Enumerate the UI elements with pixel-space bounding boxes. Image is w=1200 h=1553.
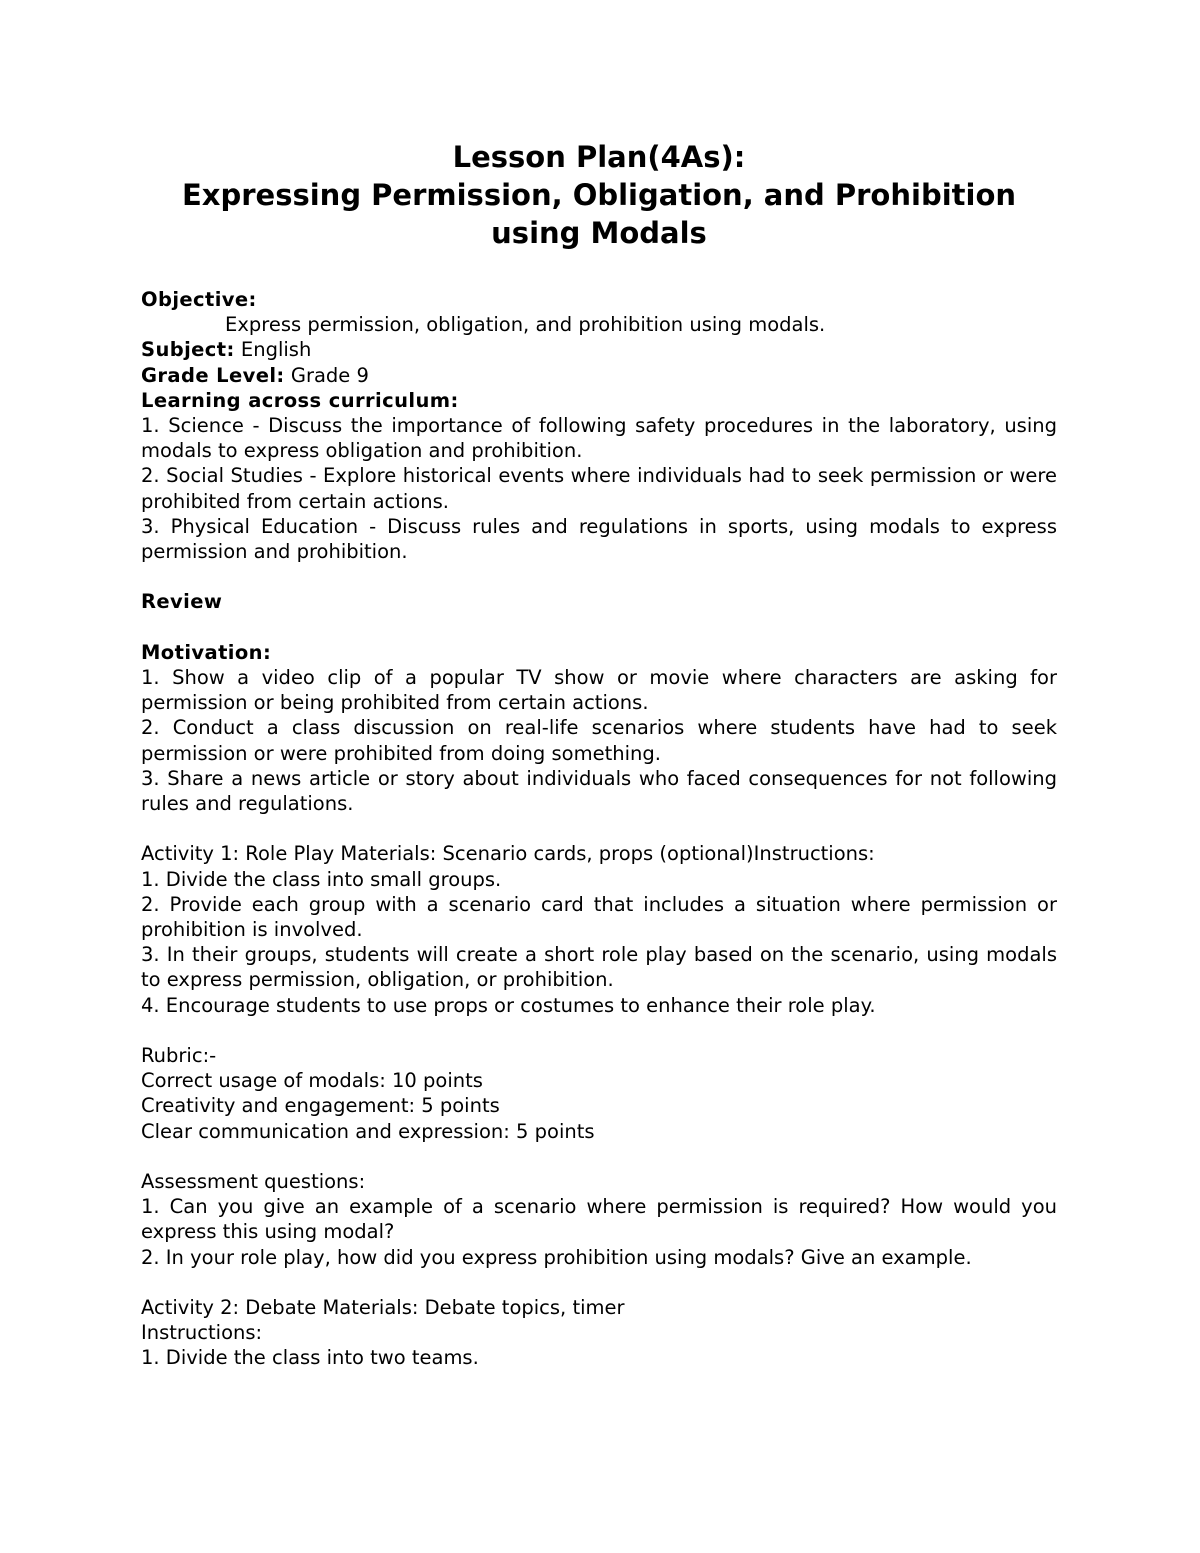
document-body — [141, 287, 1057, 1371]
title-line-2: Expressing Permission, Obligation, and Prohibition — [181, 178, 1017, 212]
subject-label: Subject: — [141, 338, 235, 362]
subject-value: English — [240, 338, 312, 362]
spacer — [141, 564, 1057, 589]
objective-text: Express permission, obligation, and prohibition using modals. — [225, 313, 826, 337]
motivation-item: 2. Conduct a class discussion on real-life scenarios where students have had to seek permission or were prohibited from doing something. — [141, 716, 1057, 765]
review-heading: Review — [141, 590, 223, 614]
rubric-label: Rubric:- — [141, 1044, 217, 1068]
motivation-item: 1. Show a video clip of a popular TV show or movie where characters are asking for permission or being prohibited from certain actions. — [141, 666, 1057, 715]
spacer — [141, 816, 1057, 841]
assessment-item: 2. In your role play, how did you express prohibition using modals? Give an example. — [141, 1245, 972, 1269]
spacer — [141, 1270, 1057, 1295]
assessment-label: Assessment questions: — [141, 1170, 366, 1194]
subject-line — [141, 337, 1057, 362]
activity1-item: 1. Divide the class into small groups. — [141, 867, 502, 891]
motivation-item: 3. Share a news article or story about individuals who faced consequences for not following rules and regulations. — [141, 766, 1057, 816]
document-title — [141, 138, 1057, 252]
activity2-item: 1. Divide the class into two teams. — [141, 1346, 479, 1370]
grade-level-line — [141, 363, 1057, 388]
rubric-item: Correct usage of modals: 10 points — [141, 1069, 483, 1093]
grade-level-value: Grade 9 — [290, 363, 369, 387]
document-page — [141, 138, 1057, 1371]
activity2-instructions-label: Instructions: — [141, 1321, 263, 1345]
activity1-item: 3. In their groups, students will create a short role play based on the scenario, using modals to express permission, obligation, or prohibition. — [141, 943, 1057, 992]
assessment-item: 1. Can you give an example of a scenario where permission is required? How would you express this using modal? — [141, 1195, 1057, 1244]
spacer — [141, 615, 1057, 640]
activity1-heading: Activity 1: Role Play Materials: Scenario cards, props (optional)Instructions: — [141, 842, 875, 866]
title-line-1: Lesson Plan(4As): — [452, 140, 746, 174]
spacer — [141, 1144, 1057, 1169]
spacer — [141, 1018, 1057, 1043]
curriculum-item: 2. Social Studies - Explore historical events where individuals had to seek permission or were prohibited from certain actions. — [141, 464, 1057, 513]
motivation-label: Motivation: — [141, 640, 272, 664]
grade-level-label: Grade Level: — [141, 363, 285, 387]
activity1-item: 4. Encourage students to use props or costumes to enhance their role play. — [141, 993, 876, 1017]
curriculum-item: 3. Physical Education - Discuss rules and regulations in sports, using modals to express permission and prohibition. — [141, 514, 1057, 564]
objective-label: Objective: — [141, 288, 257, 311]
rubric-item: Creativity and engagement: 5 points — [141, 1094, 500, 1118]
title-line-3: using Modals — [491, 216, 707, 250]
activity2-heading: Activity 2: Debate Materials: Debate topics, timer — [141, 1296, 625, 1320]
rubric-item: Clear communication and expression: 5 points — [141, 1119, 595, 1143]
curriculum-item: 1. Science - Discuss the importance of following safety procedures in the laboratory, using modals to express obligation and prohibition. — [141, 414, 1057, 463]
activity1-item: 2. Provide each group with a scenario card that includes a situation where permission or prohibition is involved. — [141, 892, 1057, 942]
curriculum-label: Learning across curriculum: — [141, 388, 459, 412]
